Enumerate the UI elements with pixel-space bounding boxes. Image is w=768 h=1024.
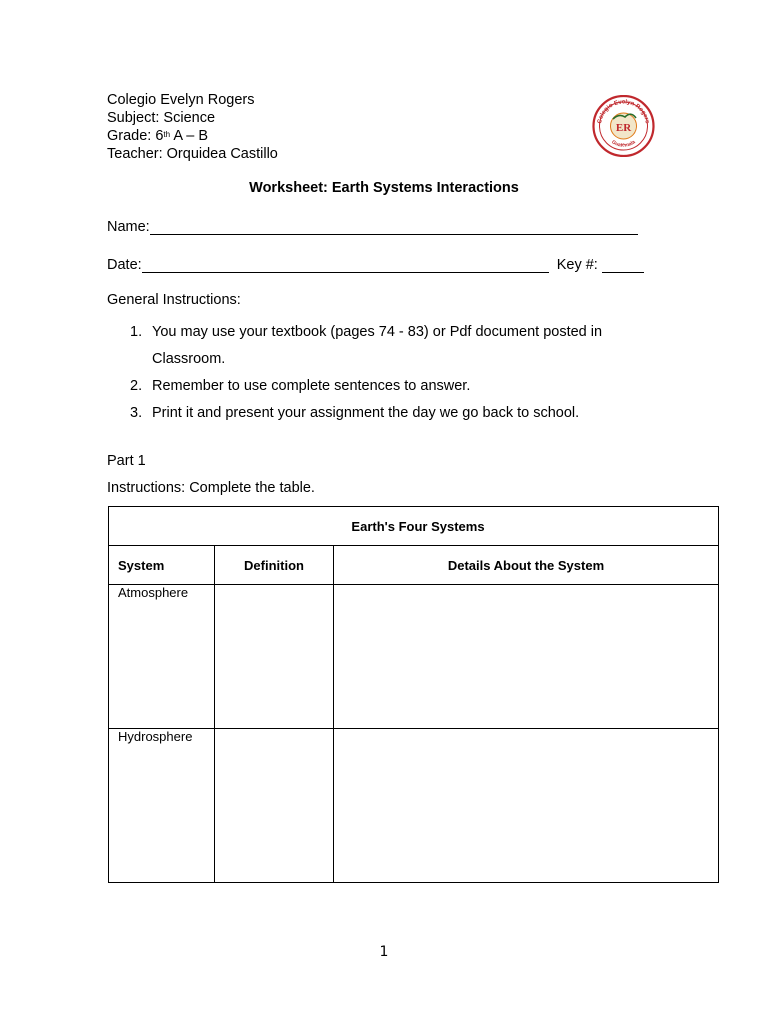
grade-prefix: Grade: 6: [107, 128, 164, 144]
details-cell[interactable]: [334, 585, 719, 729]
svg-text:Colegio Evelyn Rogers: Colegio Evelyn Rogers: [597, 99, 650, 125]
instructions-list: [130, 319, 632, 427]
list-text: Remember to use complete sentences to answer.: [152, 378, 471, 394]
column-header-details: Details About the System: [334, 546, 719, 585]
list-number: 1.: [130, 324, 143, 340]
system-cell: Atmosphere: [109, 585, 215, 729]
table-row: [109, 729, 719, 883]
date-blank-line: [142, 256, 549, 273]
subject-line: Subject: Science: [107, 110, 216, 126]
earth-systems-table: [108, 506, 719, 883]
system-cell: Hydrosphere: [109, 729, 215, 883]
part-instructions: Instructions: Complete the table.: [107, 480, 315, 496]
name-label: Name:: [107, 219, 150, 235]
school-name: Colegio Evelyn Rogers: [107, 92, 255, 108]
list-number: 2.: [130, 378, 143, 394]
grade-suffix: A – B: [170, 128, 208, 144]
date-label: Date:: [107, 257, 142, 273]
teacher-line: Teacher: Orquidea Castillo: [107, 146, 278, 162]
list-item: [130, 373, 632, 400]
definition-cell[interactable]: [215, 729, 334, 883]
document-header: [107, 91, 278, 163]
list-text: Print it and present your assignment the day we go back to school.: [152, 405, 580, 421]
name-blank-line: [150, 218, 638, 235]
page-number: 1: [379, 944, 389, 960]
name-field-row: [107, 218, 638, 235]
list-text: You may use your textbook (pages 74 - 83) or Pdf document posted in Classroom.: [152, 324, 603, 367]
column-header-definition: Definition: [215, 546, 334, 585]
table-header-row: [109, 546, 719, 585]
definition-cell[interactable]: [215, 585, 334, 729]
grade-superscript: th: [163, 130, 171, 139]
list-item: [130, 400, 632, 427]
svg-text:ER: ER: [615, 122, 632, 134]
worksheet-title: Worksheet: Earth Systems Interactions: [249, 180, 519, 196]
part-label: Part 1: [107, 453, 146, 469]
details-cell[interactable]: [334, 729, 719, 883]
general-instructions-heading: General Instructions:: [107, 292, 241, 308]
list-number: 3.: [130, 405, 143, 421]
date-field-row: [107, 256, 644, 273]
key-blank-line: [602, 256, 644, 273]
school-logo-seal: [591, 95, 656, 157]
key-label: Key #:: [556, 257, 598, 273]
list-item: [130, 319, 632, 373]
svg-text:Guatemala: Guatemala: [610, 139, 637, 149]
grade-line: [107, 127, 278, 145]
table-title: Earth's Four Systems: [109, 507, 719, 546]
column-header-system: System: [109, 546, 215, 585]
table-row: [109, 585, 719, 729]
